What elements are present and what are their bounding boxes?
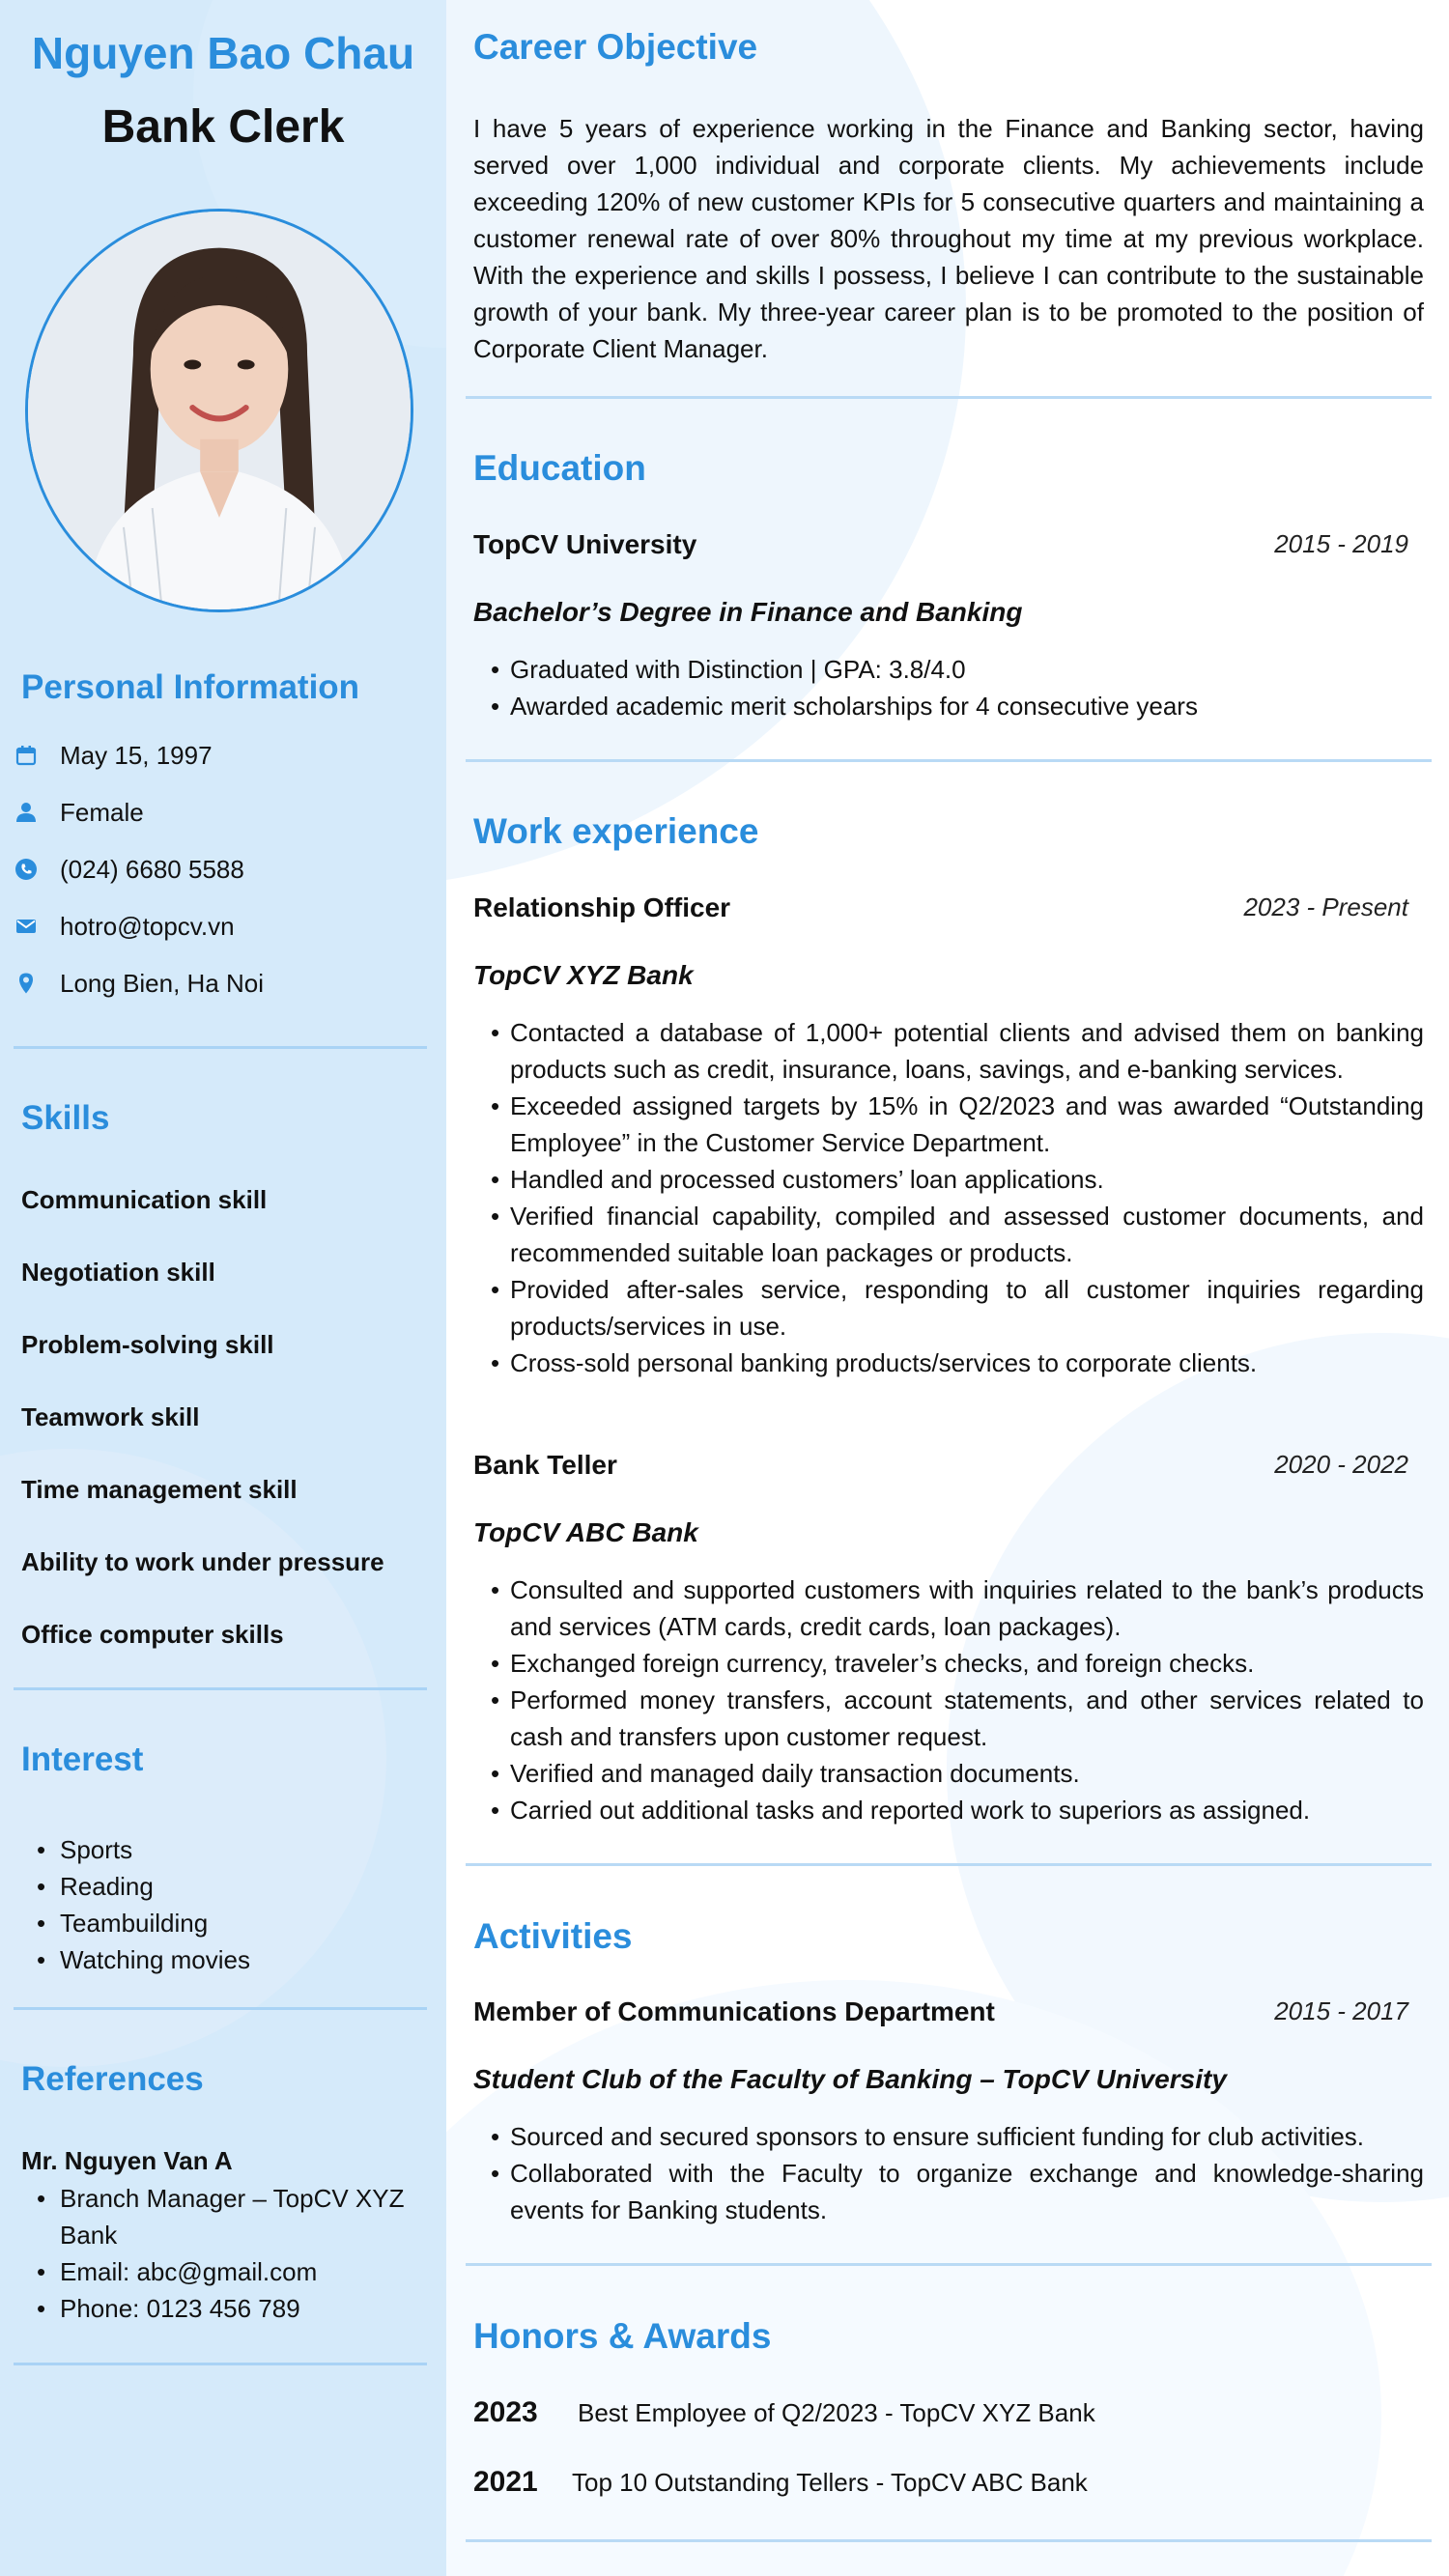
- address-value: Long Bien, Ha Noi: [60, 968, 265, 998]
- job-title-1: Relationship Officer: [473, 892, 731, 922]
- personal-info-heading: Personal Information: [21, 668, 360, 706]
- duty-item: • Handled and processed customers’ loan applications.: [491, 1161, 1424, 1198]
- education-item: • Graduated with Distinction | GPA: 3.8/4.0: [491, 651, 1424, 688]
- interest-item: • Teambuilding: [37, 1905, 250, 1941]
- objective-text: I have 5 years of experience working in the Finance and Banking sector, having served over 1,000 individual and corporate clients. My achievements include exceeding 120% of new customer KPIs for 5 consecutive quarters and maintaining a customer renewal rate of over 80% throughout my time at my previous workplace. With the experience and skills I possess, I believe I can contribute to the sustainable growth of your bank. My three-year career plan is to be promoted to the position of Corporate Client Manager.: [473, 114, 1424, 363]
- activity-item: • Sourced and secured sponsors to ensure sufficient funding for club activities.: [491, 2118, 1424, 2155]
- objective-heading: Career Objective: [473, 27, 758, 67]
- phone-icon: [14, 857, 39, 882]
- section-divider: [466, 396, 1432, 399]
- candidate-name: Nguyen Bao Chau: [31, 28, 415, 78]
- skill-item: Ability to work under pressure: [21, 1547, 384, 1576]
- duty-item: • Cross-sold personal banking products/services to corporate clients.: [491, 1345, 1424, 1381]
- sidebar-divider: [14, 1046, 427, 1049]
- address-row: [14, 964, 264, 1003]
- interest-heading: Interest: [21, 1741, 144, 1778]
- reference-item: • Phone: 0123 456 789: [37, 2290, 423, 2327]
- education-heading: Education: [473, 448, 646, 488]
- interest-item: • Watching movies: [37, 1941, 250, 1978]
- duty-item: • Verified and managed daily transaction documents.: [491, 1755, 1424, 1792]
- main-column: [446, 0, 1449, 2576]
- activities-heading: Activities: [473, 1916, 633, 1956]
- job-title-2: Bank Teller: [473, 1450, 617, 1480]
- skill-item: Time management skill: [21, 1475, 298, 1504]
- references-heading: References: [21, 2060, 204, 2098]
- interest-item: • Reading: [37, 1868, 250, 1905]
- work-heading: Work experience: [473, 811, 759, 851]
- reference-list: [37, 2180, 423, 2327]
- avatar: [25, 209, 413, 612]
- sidebar-divider: [14, 2007, 427, 2010]
- job-title: Bank Clerk: [101, 101, 345, 153]
- duty-item: • Contacted a database of 1,000+ potential clients and advised them on banking products such as credit, insurance, loans, savings, and e-banking services.: [491, 1014, 1424, 1088]
- calendar-icon: [14, 743, 39, 768]
- interest-item: • Sports: [37, 1831, 250, 1868]
- job-duties-2: [491, 1571, 1424, 1828]
- skills-heading: Skills: [21, 1099, 110, 1137]
- envelope-icon: [14, 914, 39, 939]
- section-divider: [466, 759, 1432, 762]
- phone-value: (024) 6680 5588: [60, 854, 244, 884]
- sidebar-divider: [14, 1687, 427, 1690]
- activity-dates: 2015 - 2017: [1274, 1996, 1408, 2025]
- section-divider: [466, 1863, 1432, 1866]
- duty-item: • Provided after-sales service, responding to all customer inquiries regarding products/services in use.: [491, 1271, 1424, 1345]
- skill-item: Problem-solving skill: [21, 1330, 274, 1359]
- skill-item: Communication skill: [21, 1185, 268, 1214]
- interest-list: [37, 1831, 250, 1978]
- activity-item: • Collaborated with the Faculty to organize exchange and knowledge-sharing events for Banking students.: [491, 2155, 1424, 2228]
- portrait-illustration: [28, 212, 411, 609]
- job-duties-1: [491, 1014, 1424, 1381]
- reference-name: Mr. Nguyen Van A: [21, 2146, 233, 2175]
- school-name: TopCV University: [473, 529, 697, 559]
- education-list: [491, 651, 1424, 724]
- award-text: Top 10 Outstanding Tellers - TopCV ABC Bank: [572, 2468, 1088, 2497]
- email-row: [14, 907, 235, 946]
- education-item: • Awarded academic merit scholarships for 4 consecutive years: [491, 688, 1424, 724]
- award-year: 2021: [473, 2466, 538, 2498]
- sidebar: [0, 0, 446, 2576]
- dob-row: [14, 736, 213, 775]
- dob-value: May 15, 1997: [60, 740, 213, 770]
- section-divider: [466, 2539, 1432, 2542]
- duty-item: • Consulted and supported customers with inquiries related to the bank’s products and services (ATM cards, credit cards, loan packages).: [491, 1571, 1424, 1645]
- duty-item: • Verified financial capability, compiled and assessed customer documents, and recommended suitable loan packages or products.: [491, 1198, 1424, 1271]
- duty-item: • Exchanged foreign currency, traveler’s checks, and foreign checks.: [491, 1645, 1424, 1682]
- duty-item: • Performed money transfers, account statements, and other services related to cash and transfers upon customer request.: [491, 1682, 1424, 1755]
- location-pin-icon: [14, 971, 39, 996]
- duty-item: • Exceeded assigned targets by 15% in Q2/2023 and was awarded “Outstanding Employee” in the Customer Service Department.: [491, 1088, 1424, 1161]
- sidebar-divider: [14, 2363, 427, 2365]
- skill-item: Office computer skills: [21, 1620, 284, 1649]
- awards-heading: Honors & Awards: [473, 2316, 772, 2356]
- award-text: Best Employee of Q2/2023 - TopCV XYZ Bank: [578, 2398, 1095, 2427]
- activity-title: Member of Communications Department: [473, 1996, 995, 2026]
- phone-row: [14, 850, 244, 889]
- duty-item: • Carried out additional tasks and reported work to superiors as assigned.: [491, 1792, 1424, 1828]
- job-dates-2: 2020 - 2022: [1274, 1450, 1408, 1479]
- skill-item: Negotiation skill: [21, 1258, 215, 1287]
- gender-value: Female: [60, 797, 144, 827]
- activity-list: [491, 2118, 1424, 2228]
- reference-item: • Branch Manager – TopCV XYZ Bank: [37, 2180, 423, 2253]
- job-dates-1: 2023 - Present: [1243, 892, 1408, 921]
- company-2: TopCV ABC Bank: [473, 1517, 698, 1547]
- company-1: TopCV XYZ Bank: [473, 960, 694, 990]
- section-divider: [466, 2263, 1432, 2266]
- degree-name: Bachelor’s Degree in Finance and Banking: [473, 597, 1023, 627]
- education-dates: 2015 - 2019: [1274, 529, 1408, 558]
- reference-item: • Email: abc@gmail.com: [37, 2253, 423, 2290]
- gender-row: [14, 793, 144, 832]
- person-icon: [14, 800, 39, 825]
- activity-org: Student Club of the Faculty of Banking – TopCV University: [473, 2064, 1227, 2094]
- email-value[interactable]: hotro@topcv.vn: [60, 911, 235, 941]
- skill-item: Teamwork skill: [21, 1402, 200, 1431]
- award-year: 2023: [473, 2396, 538, 2428]
